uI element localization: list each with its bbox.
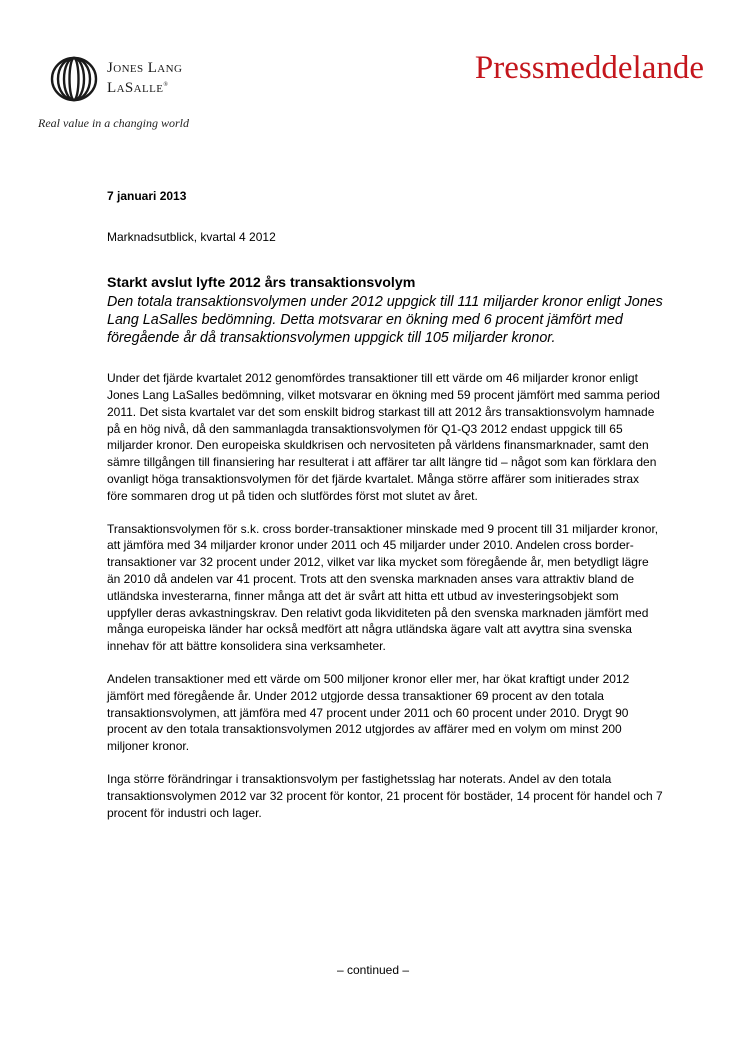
body-paragraph: Transaktionsvolymen för s.k. cross border-transaktioner minskade med 9 procent till 31 miljarder kronor, att jämföra med 34 miljarder kronor under 2011 och 45 miljarder under 2010. Andelen cross border-transaktioner var 32 procent under 2012, vilket var lika mycket som föregående år, men betydligt lägre än 2010 då andelen var 41 procent. Trots att den svenska marknaden anses vara attraktiv bland de utländska investerarna, finner många att det är svårt att hitta ett utbud av investeringsobjekt som uppfyller deras avkastningskrav. Den relativt goda likviditeten på den svenska marknaden jämfört med många europeiska länder har också medfört att några utländska ägare valt att avyttra sina svenska innehav för att bättre konsolidera sina verksamheter. bbox=[107, 521, 659, 654]
body-paragraph: Inga större förändringar i transaktionsvolym per fastighetsslag har noterats. Andel av den totala transaktionsvolymen 2012 var 32 procent för kontor, 21 procent för bostäder, 14 procent för handel och 7 procent för industri och lager. bbox=[107, 771, 663, 820]
logo-line-2: LaSalle bbox=[107, 80, 164, 96]
registered-mark: ® bbox=[163, 82, 169, 88]
logo-line-1: Jones Lang bbox=[107, 60, 183, 76]
lead-paragraph: Den totala transaktionsvolymen under 2012 uppgick till 111 miljarder kronor enligt Jones Lang LaSalles bedömning. Detta motsvarar en ökning med 6 procent jämfört med föregående år då transaktionsvolymen uppgick till 105 miljarder kronor. bbox=[107, 293, 663, 346]
company-logo bbox=[50, 56, 210, 102]
document-type-title: Pressmeddelande bbox=[474, 50, 704, 86]
headline: Starkt avslut lyfte 2012 års transaktionsvolym bbox=[107, 274, 416, 291]
body-paragraph: Andelen transaktioner med ett värde om 500 miljoner kronor eller mer, har ökat kraftigt under 2012 jämfört med föregående år. Under 2012 utgjorde dessa transaktioner 69 procent av den totala transaktionsvolymen, att jämföra med 47 procent under 2011 och 60 procent under 2010. Drygt 90 procent av den totala transaktionsvolymen 2012 utgjordes av affärer med en volym om minst 200 miljoner kronor. bbox=[107, 671, 630, 754]
logo-wordmark bbox=[107, 60, 182, 97]
press-date: 7 januari 2013 bbox=[107, 189, 187, 203]
article-body bbox=[107, 188, 667, 837]
body-paragraph: Under det fjärde kvartalet 2012 genomfördes transaktioner till ett värde om 46 miljarder kronor enligt Jones Lang LaSalles bedömning, vilket motsvarar en ökning med 59 procent jämfört med samma period 2011. Det sista kvartalet var det som enskilt bidrog starkast till att 2012 års transaktionsvolym hamnade på en hög nivå, då den sammanlagda transaktionsvolymen för Q1-Q3 2012 endast uppgick till 65 miljarder kronor. Den europeiska skuldkrisen och nervositeten på världens finansmarknader, samt den sämre tillgången till finansiering har resulterat i att affärer tar allt längre tid – något som kan förklara den ovanligt höga transaktionsvolymen för det fjärde kvartalet. Många större affärer som initierades strax före sommaren drog ut på tiden och slutfördes först mot slutet av året. bbox=[107, 371, 660, 503]
logo-mark-icon bbox=[50, 56, 98, 102]
continued-note: – continued – bbox=[336, 963, 410, 977]
tagline: Real value in a changing world bbox=[38, 116, 189, 130]
report-subtitle: Marknadsutblick, kvartal 4 2012 bbox=[107, 229, 276, 244]
